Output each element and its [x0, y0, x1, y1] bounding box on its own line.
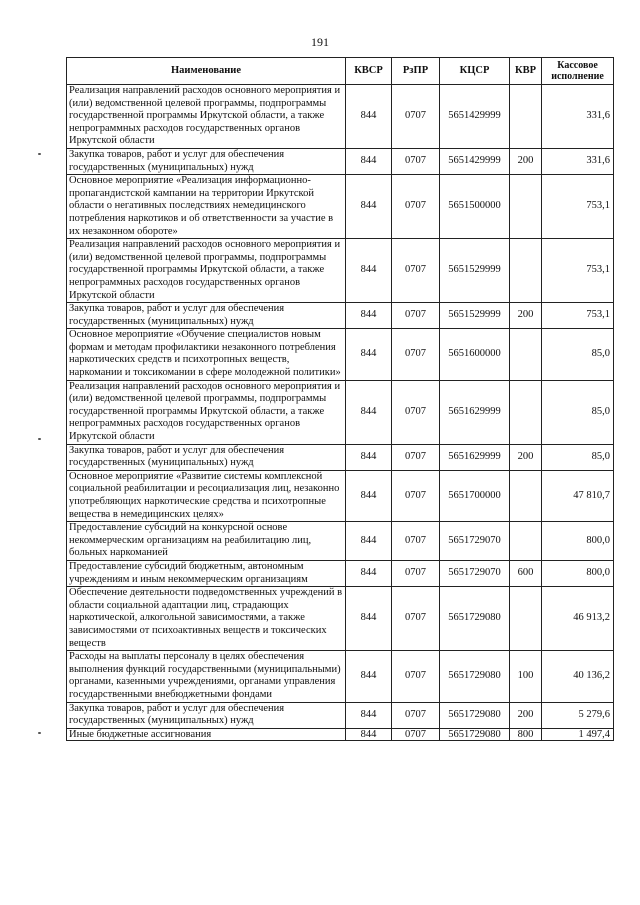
cell-name: Основное мероприятие «Развитие системы комплексной социальной реабилитации и ресоциализация лиц, незаконно употребляющих наркотические средства и психотропные вещества в немедицинских целях» [67, 470, 346, 521]
cell-kvsr: 844 [346, 329, 392, 380]
cell-kcsr: 5651729080 [440, 728, 510, 740]
cell-kvsr: 844 [346, 702, 392, 728]
cell-kvsr: 844 [346, 303, 392, 329]
cell-amount: 800,0 [542, 522, 614, 561]
cell-kvsr: 844 [346, 651, 392, 702]
cell-kvsr: 844 [346, 728, 392, 740]
cell-kcsr: 5651529999 [440, 303, 510, 329]
cell-kcsr: 5651700000 [440, 470, 510, 521]
cell-rzpr: 0707 [392, 728, 440, 740]
cell-name: Основное мероприятие «Обучение специалистов новым формам и методам профилактики незаконного потребления наркотических средств и психотропных веществ, наркомании и токсикомании в сфере молодежной политики» [67, 329, 346, 380]
table-row [67, 329, 614, 380]
cell-rzpr: 0707 [392, 380, 440, 444]
scan-speck [38, 438, 41, 440]
table-row [67, 380, 614, 444]
cell-name: Обеспечение деятельности подведомственных учреждений в области социальной адаптации лиц, страдающих наркотической, алкогольной зависимостями, а также зависимостями от психоактивных веществ и токсических веществ [67, 587, 346, 651]
cell-kcsr: 5651429999 [440, 85, 510, 149]
cell-name: Реализация направлений расходов основного мероприятия и (или) ведомственной целевой программы, подпрограммы государственной программы Иркутской области, а также непрограммных расходов государственных органов Иркутской области [67, 85, 346, 149]
table-row [67, 175, 614, 239]
cell-kvsr: 844 [346, 470, 392, 521]
cell-rzpr: 0707 [392, 560, 440, 586]
budget-table [66, 57, 614, 741]
cell-kcsr: 5651729080 [440, 651, 510, 702]
table-row [67, 728, 614, 740]
cell-kcsr: 5651500000 [440, 175, 510, 239]
cell-kcsr: 5651600000 [440, 329, 510, 380]
table-row [67, 587, 614, 651]
cell-name: Основное мероприятие «Реализация информационно-пропагандистской кампании на территории Иркутской области о негативных последствиях немедицинского потребления наркотиков и об ответственности за участие в их незаконном обороте» [67, 175, 346, 239]
cell-rzpr: 0707 [392, 329, 440, 380]
column-header-kvsr: КВСР [346, 58, 392, 85]
cell-kvsr: 844 [346, 380, 392, 444]
column-header-kvr: КВР [510, 58, 542, 85]
cell-rzpr: 0707 [392, 470, 440, 521]
cell-name: Реализация направлений расходов основного мероприятия и (или) ведомственной целевой программы, подпрограммы государственной программы Иркутской области, а также непрограммных расходов государственных органов Иркутской области [67, 239, 346, 303]
table-row [67, 303, 614, 329]
cell-kvr: 100 [510, 651, 542, 702]
cell-name: Расходы на выплаты персоналу в целях обеспечения выполнения функций государственными (муниципальными) органами, казенными учреждениями, органами управления государственными внебюджетными фондами [67, 651, 346, 702]
cell-name: Закупка товаров, работ и услуг для обеспечения государственных (муниципальных) нужд [67, 303, 346, 329]
cell-amount: 1 497,4 [542, 728, 614, 740]
cell-kvr [510, 587, 542, 651]
cell-kvsr: 844 [346, 587, 392, 651]
cell-kcsr: 5651729070 [440, 522, 510, 561]
cell-kvsr: 844 [346, 239, 392, 303]
cell-kvsr: 844 [346, 148, 392, 174]
cell-amount: 800,0 [542, 560, 614, 586]
cell-kvsr: 844 [346, 444, 392, 470]
table-row [67, 470, 614, 521]
cell-kvr [510, 175, 542, 239]
table-row [67, 444, 614, 470]
cell-amount: 331,6 [542, 148, 614, 174]
cell-kvr: 200 [510, 148, 542, 174]
cell-name: Закупка товаров, работ и услуг для обеспечения государственных (муниципальных) нужд [67, 702, 346, 728]
cell-name: Иные бюджетные ассигнования [67, 728, 346, 740]
cell-rzpr: 0707 [392, 175, 440, 239]
cell-amount: 331,6 [542, 85, 614, 149]
cell-rzpr: 0707 [392, 85, 440, 149]
cell-rzpr: 0707 [392, 587, 440, 651]
column-header-execution: Кассовое исполнение [542, 58, 614, 85]
cell-kvr [510, 239, 542, 303]
cell-kcsr: 5651729070 [440, 560, 510, 586]
scan-speck [38, 153, 41, 155]
cell-kvr [510, 522, 542, 561]
cell-amount: 40 136,2 [542, 651, 614, 702]
cell-rzpr: 0707 [392, 702, 440, 728]
cell-rzpr: 0707 [392, 444, 440, 470]
cell-kvr: 200 [510, 702, 542, 728]
cell-kvsr: 844 [346, 522, 392, 561]
cell-name: Закупка товаров, работ и услуг для обеспечения государственных (муниципальных) нужд [67, 148, 346, 174]
cell-amount: 85,0 [542, 329, 614, 380]
cell-kcsr: 5651729080 [440, 587, 510, 651]
column-header-name: Наименование [67, 58, 346, 85]
cell-amount: 47 810,7 [542, 470, 614, 521]
cell-amount: 85,0 [542, 380, 614, 444]
cell-amount: 85,0 [542, 444, 614, 470]
cell-rzpr: 0707 [392, 522, 440, 561]
column-header-rzpr: РзПР [392, 58, 440, 85]
cell-kvsr: 844 [346, 560, 392, 586]
cell-rzpr: 0707 [392, 651, 440, 702]
cell-amount: 753,1 [542, 303, 614, 329]
table-row [67, 239, 614, 303]
cell-amount: 5 279,6 [542, 702, 614, 728]
cell-kcsr: 5651629999 [440, 380, 510, 444]
cell-kvr: 800 [510, 728, 542, 740]
cell-kvr: 600 [510, 560, 542, 586]
cell-amount: 753,1 [542, 175, 614, 239]
cell-kvr [510, 329, 542, 380]
cell-rzpr: 0707 [392, 303, 440, 329]
cell-kcsr: 5651629999 [440, 444, 510, 470]
cell-name: Предоставление субсидий на конкурсной основе некоммерческим организациям на реабилитацию лиц, больных наркоманией [67, 522, 346, 561]
cell-kvr [510, 380, 542, 444]
cell-kcsr: 5651729080 [440, 702, 510, 728]
table-row [67, 148, 614, 174]
cell-kvr: 200 [510, 303, 542, 329]
table-row [67, 85, 614, 149]
cell-kvr [510, 85, 542, 149]
cell-kvsr: 844 [346, 175, 392, 239]
scan-speck [38, 732, 41, 734]
table-header-row [67, 58, 614, 85]
cell-kcsr: 5651529999 [440, 239, 510, 303]
table-row [67, 702, 614, 728]
cell-amount: 46 913,2 [542, 587, 614, 651]
page-number: 191 [311, 35, 329, 49]
cell-name: Закупка товаров, работ и услуг для обеспечения государственных (муниципальных) нужд [67, 444, 346, 470]
cell-kcsr: 5651429999 [440, 148, 510, 174]
cell-kvr [510, 470, 542, 521]
cell-rzpr: 0707 [392, 148, 440, 174]
cell-kvsr: 844 [346, 85, 392, 149]
column-header-kcsr: КЦСР [440, 58, 510, 85]
table-row [67, 651, 614, 702]
cell-kvr: 200 [510, 444, 542, 470]
cell-amount: 753,1 [542, 239, 614, 303]
table-row [67, 522, 614, 561]
cell-name: Предоставление субсидий бюджетным, автономным учреждениям и иным некоммерческим организациям [67, 560, 346, 586]
cell-rzpr: 0707 [392, 239, 440, 303]
table-row [67, 560, 614, 586]
cell-name: Реализация направлений расходов основного мероприятия и (или) ведомственной целевой программы, подпрограммы государственной программы Иркутской области, а также непрограммных расходов государственных органов Иркутской области [67, 380, 346, 444]
